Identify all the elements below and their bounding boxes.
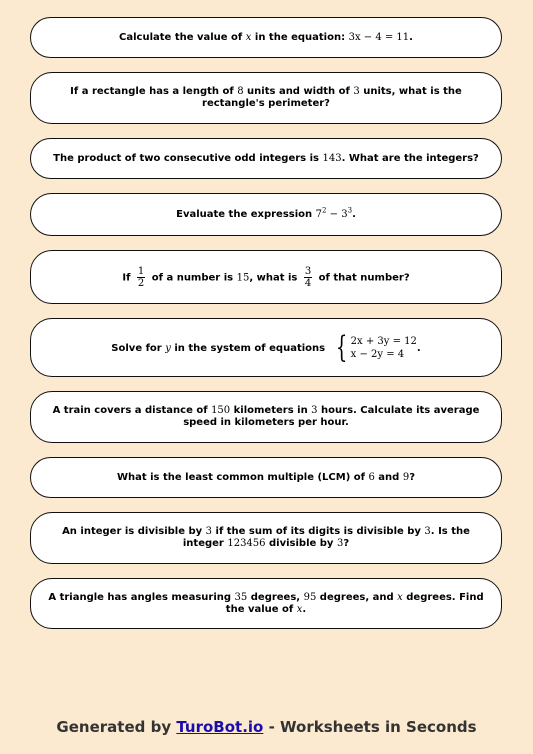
question-4 <box>30 193 502 236</box>
equation-1: 2x + 3y = 12 <box>350 335 417 347</box>
equation-2: x − 2y = 4 <box>350 348 405 360</box>
footer <box>0 718 533 736</box>
question-4-text: Evaluate the expression $7^2 - 3^3$. <box>176 206 356 220</box>
question-5-text: If $\frac{1}{2}$ of a number is 15, what is $\frac{3}{4}$ of that number? <box>122 265 410 289</box>
question-1 <box>30 17 502 58</box>
question-3-text: The product of two consecutive odd integers is 143. What are the integers? <box>53 152 479 164</box>
question-6-text: Solve for y in the system of equations { 2x + 3y = 12 x − 2y = 4 . <box>111 329 421 365</box>
footer-prefix: Generated by <box>56 718 177 736</box>
question-9 <box>30 512 502 564</box>
question-7 <box>30 391 502 443</box>
question-1-text: Calculate the value of x in the equation: 3x − 4 = 11. <box>119 31 413 43</box>
question-8-text: What is the least common multiple (LCM) of 6 and 9? <box>116 471 416 483</box>
fraction-three-quarters: $\frac{3}{4}$ <box>304 265 312 289</box>
question-10-text: A triangle has angles measuring 35 degrees, 95 degrees, and x degrees. Find the value of x. <box>48 591 484 615</box>
turobot-link[interactable]: TuroBot.io <box>176 718 264 736</box>
question-10 <box>30 578 502 629</box>
question-2-text: If a rectangle has a length of 8 units and width of 3 units, what is the rectangle's perimeter? <box>70 86 462 109</box>
equation-system <box>332 329 417 365</box>
question-8 <box>30 457 502 498</box>
fraction-one-half: $\frac{1}{2}$ <box>137 265 145 289</box>
question-3 <box>30 138 502 179</box>
left-brace: { <box>335 329 347 365</box>
footer-suffix: - Worksheets in Seconds <box>263 718 477 736</box>
question-5 <box>30 250 502 304</box>
question-7-text: A train covers a distance of 150 kilometers in 3 hours. Calculate its average speed in kilometers per hour. <box>52 405 480 428</box>
question-2 <box>30 72 502 124</box>
question-9-text: An integer is divisible by 3 if the sum of its digits is divisible by 3. Is the integer 123456 divisible by 3? <box>62 526 470 549</box>
question-6 <box>30 318 502 377</box>
